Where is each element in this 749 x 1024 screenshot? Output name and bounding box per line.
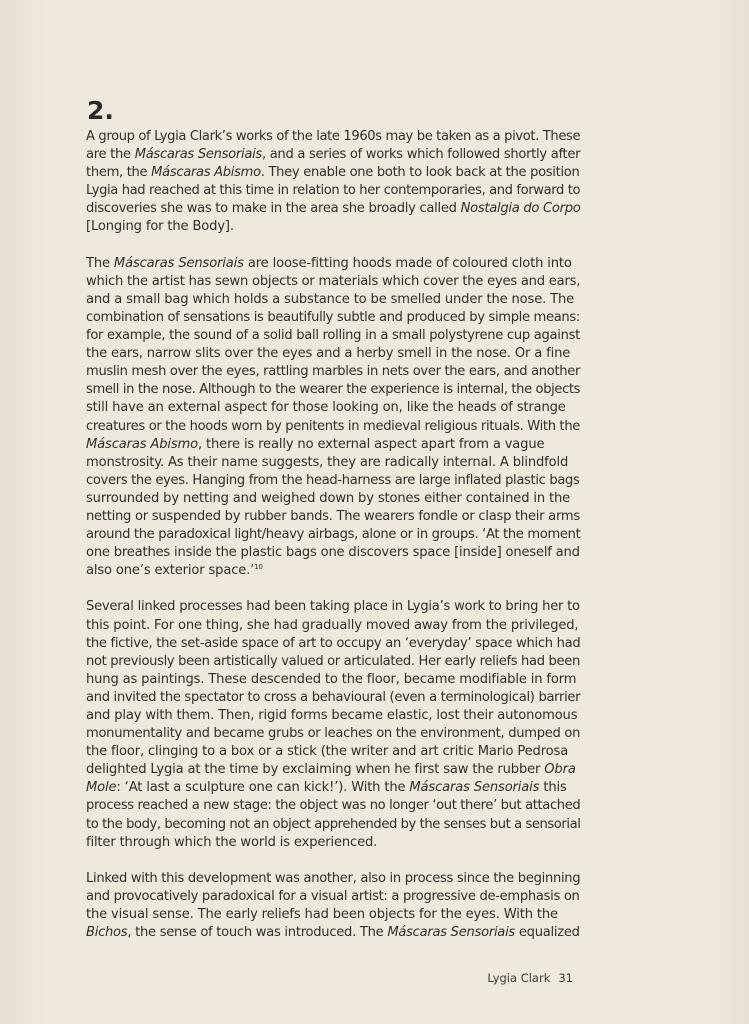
text-line — [86, 779, 580, 797]
text-run: hung as paintings. These descended to the floor, became modifiable in form — [86, 671, 577, 687]
text-run: Several linked processes had been taking place in Lygia’s work to bring her to — [86, 599, 580, 615]
paragraph — [86, 255, 580, 581]
text-run: surrounded by netting and weighed down by stones either contained in the — [86, 490, 571, 506]
italic-title: Máscaras Abismo — [86, 436, 199, 452]
paragraph — [86, 870, 580, 942]
text-line — [86, 562, 580, 580]
text-line — [86, 888, 580, 906]
body-text — [86, 128, 580, 942]
text-run: also one’s exterior space.’ — [86, 563, 255, 579]
text-run: Linked with this development was another, also in process since the beginning — [86, 870, 581, 886]
text-line — [86, 490, 580, 508]
text-line — [86, 399, 580, 417]
text-line — [86, 200, 580, 218]
text-run: not previously been artistically valued or articulated. Her early reliefs had been — [86, 653, 580, 669]
text-line — [86, 635, 580, 653]
italic-title: Nostalgia do Corpo — [460, 201, 581, 217]
text-run: one breathes inside the plastic bags one discovers space [inside] oneself and — [86, 545, 580, 561]
text-run: [Longing for the Body]. — [86, 219, 234, 235]
page-number: 31 — [558, 971, 573, 985]
text-line — [86, 508, 580, 526]
text-run: netting or suspended by rubber bands. The wearers fondle or clasp their arms — [86, 508, 580, 524]
text-run: this — [539, 780, 567, 796]
text-line — [86, 598, 580, 616]
text-run: them, the — [86, 165, 152, 181]
running-title: Lygia Clark — [487, 971, 551, 985]
text-run: for example, the sound of a solid ball rolling in a small polystyrene cup against — [86, 328, 580, 344]
section-heading: 2. — [87, 96, 114, 125]
text-run: muslin mesh over the eyes, rattling marbles in nets over the ears, and another — [86, 364, 581, 380]
text-line — [86, 418, 580, 436]
text-line — [86, 291, 580, 309]
text-run: this point. For one thing, she had gradually moved away from the privileged, — [86, 617, 579, 633]
paragraph — [86, 598, 580, 851]
text-run: monstrosity. As their name suggests, they are radically internal. A blindfold — [86, 454, 569, 470]
text-line — [86, 182, 580, 200]
text-run: A group of Lygia Clark’s works of the late 1960s may be taken as a pivot. These — [86, 129, 581, 144]
text-run: are the — [86, 147, 135, 163]
text-run: around the paradoxical light/heavy airbags, alone or in groups. ‘At the moment — [86, 527, 581, 543]
text-run: and invited the spectator to cross a behavioural (even a terminological) barrier — [86, 689, 581, 705]
text-run: equalized — [515, 925, 580, 941]
text-line — [86, 363, 580, 381]
text-line — [86, 544, 580, 562]
text-run: are loose-fitting hoods made of coloured cloth into — [243, 255, 572, 271]
text-line — [86, 309, 580, 327]
text-line — [86, 797, 580, 815]
text-line — [86, 436, 580, 454]
paragraph — [86, 128, 580, 237]
text-run: and a small bag which holds a substance to be smelled under the nose. The — [86, 291, 575, 307]
text-run: filter through which the world is experienced. — [86, 834, 378, 850]
text-line — [86, 472, 580, 490]
text-run: the ears, narrow slits over the eyes and a herby smell in the nose. Or a fine — [86, 346, 571, 362]
text-line — [86, 381, 580, 399]
text-line — [86, 617, 580, 635]
text-line — [86, 761, 580, 779]
page-body — [86, 96, 580, 942]
text-run: covers the eyes. Hanging from the head-harness are large inflated plastic bags — [86, 472, 580, 488]
italic-title: Máscaras Sensoriais — [134, 147, 262, 163]
text-run: and play with them. Then, rigid forms became elastic, lost their autonomous — [86, 708, 578, 723]
text-run: process reached a new stage: the object was no longer ‘out there’ but attached — [86, 798, 581, 814]
italic-title: Obra — [544, 762, 576, 778]
text-run: monumentality and became grubs or leaches on the environment, dumped on — [86, 726, 581, 742]
text-line — [86, 128, 580, 146]
text-line — [86, 526, 580, 544]
text-line — [86, 707, 580, 725]
italic-title: Mole — [86, 780, 117, 796]
italic-title: Máscaras Sensoriais — [387, 925, 515, 941]
text-run: The — [86, 255, 114, 271]
text-line — [86, 327, 580, 345]
text-line — [86, 725, 580, 743]
footnote-reference: 10 — [254, 563, 263, 572]
text-run: the visual sense. The early reliefs had been objects for the eyes. With the — [86, 907, 558, 923]
text-line — [86, 255, 580, 273]
text-run: the floor, clinging to a box or a stick (the writer and art critic Mario Pedrosa — [86, 744, 569, 760]
text-line — [86, 924, 580, 942]
text-line — [86, 146, 580, 164]
page-footer — [487, 971, 573, 985]
text-run: . They enable one both to look back at the position — [260, 165, 580, 181]
italic-title: Máscaras Sensoriais — [113, 255, 244, 271]
text-line — [86, 454, 580, 472]
text-run: creatures or the hoods worn by penitents in medieval religious rituals. With the — [86, 418, 581, 434]
text-run: , and a series of works which followed shortly after — [261, 147, 581, 163]
text-run: discoveries she was to make in the area she broadly called — [86, 201, 461, 217]
italic-title: Bichos — [86, 925, 128, 941]
text-run: , there is really no external aspect apart from a vague — [198, 436, 545, 452]
text-run: combination of sensations is beautifully subtle and produced by simple means: — [86, 309, 580, 325]
text-run: to the body, becoming not an object apprehended by the senses but a sensorial — [86, 816, 581, 832]
text-line — [86, 906, 580, 924]
text-line — [86, 689, 580, 707]
italic-title: Máscaras Abismo — [151, 165, 261, 181]
text-line — [86, 653, 580, 671]
text-run: smell in the nose. Although to the wearer the experience is internal, the objects — [86, 382, 581, 398]
text-run: : ‘At last a sculpture one can kick!’). With the — [116, 780, 410, 796]
italic-title: Máscaras Sensoriais — [409, 780, 540, 796]
text-run: which the artist has sewn objects or materials which cover the eyes and ears, — [86, 273, 581, 289]
text-run: the fictive, the set-aside space of art to occupy an ‘everyday’ space which had — [86, 635, 581, 651]
text-run: delighted Lygia at the time by exclaiming when he first saw the rubber — [86, 762, 545, 778]
text-run: and provocatively paradoxical for a visual artist: a progressive de-emphasis on — [86, 888, 580, 904]
text-line — [86, 345, 580, 363]
text-line — [86, 870, 580, 888]
text-line — [86, 273, 580, 291]
text-run: still have an external aspect for those looking on, like the heads of strange — [86, 400, 566, 416]
text-line — [86, 218, 580, 236]
text-line — [86, 834, 580, 852]
text-line — [86, 671, 580, 689]
text-line — [86, 816, 580, 834]
text-run: Lygia had reached at this time in relation to her contemporaries, and forward to — [86, 183, 581, 199]
text-line — [86, 164, 580, 182]
text-line — [86, 743, 580, 761]
text-run: , the sense of touch was introduced. The — [127, 925, 388, 941]
